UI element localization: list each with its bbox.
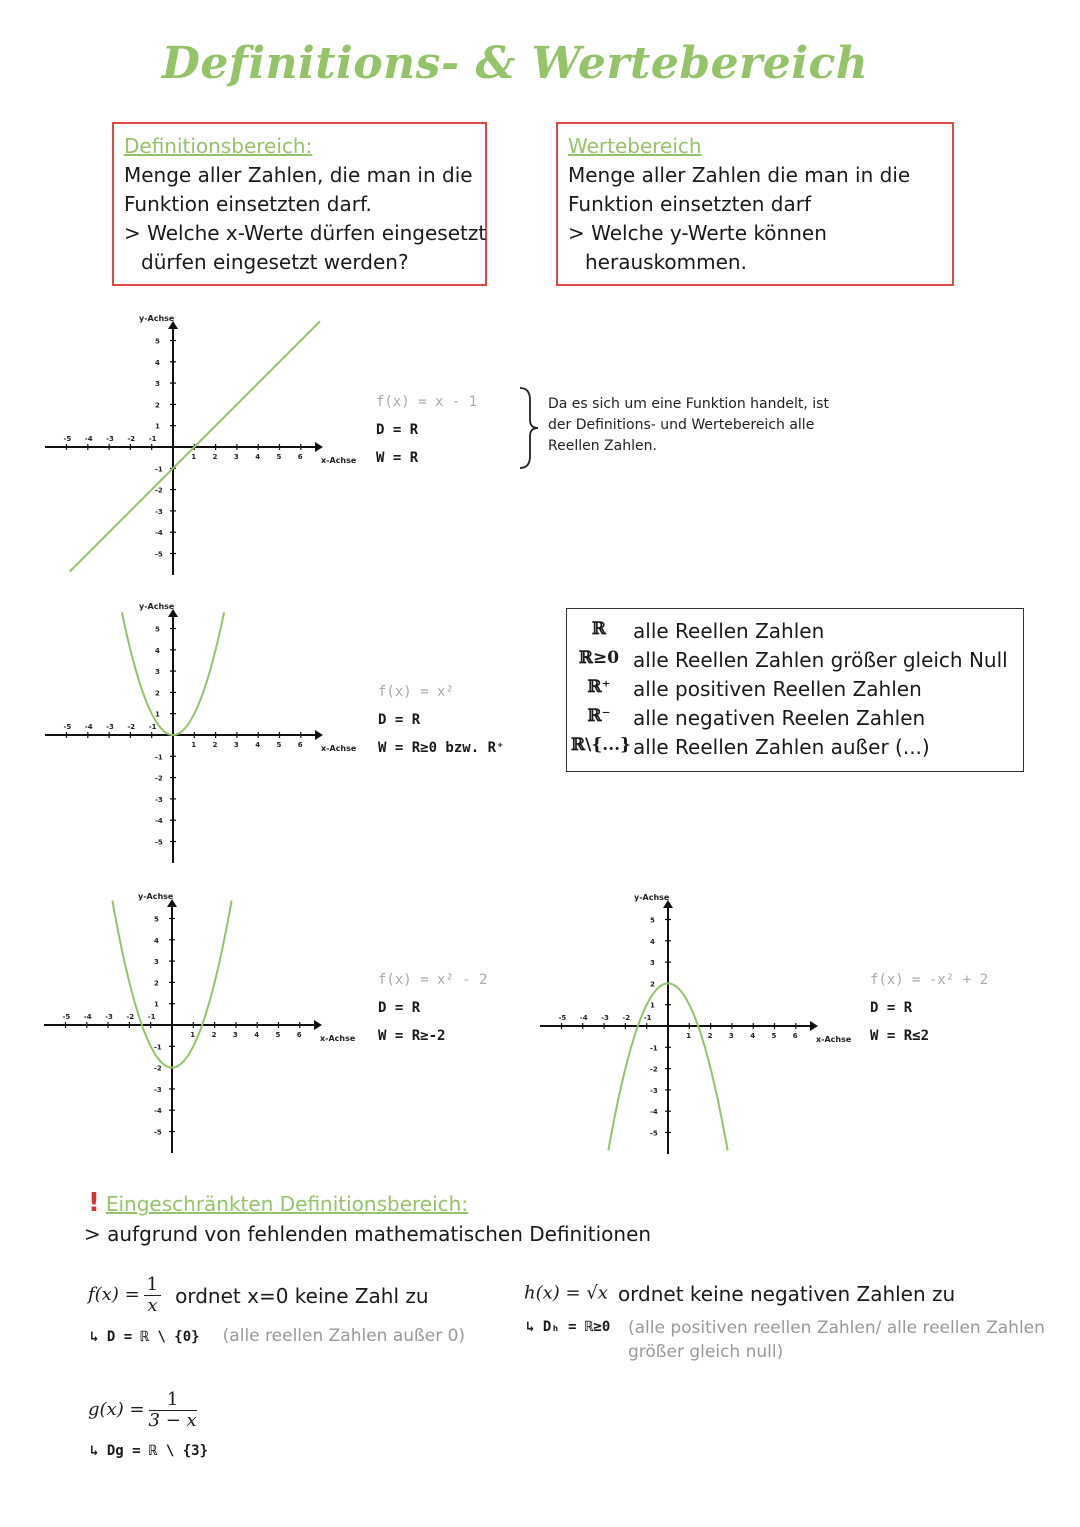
x-tick-label: 5 [276,741,282,749]
y-tick-label: 2 [155,401,160,410]
example-h-note [628,1316,1045,1364]
g-numerator: 1 [149,1390,197,1411]
x-tick-label: -2 [127,435,136,443]
werte-line-1: Menge aller Zahlen die man in die [568,163,911,187]
graph-3-range: W = R≥-2 [378,1028,446,1044]
x-tick-label: 3 [233,453,239,461]
x-tick-label: 6 [297,453,303,461]
def-line-3: > Welche x-Werte dürfen eingesetzt [124,221,487,245]
f-fraction [144,1275,161,1316]
x-tick-label: -1 [148,723,157,731]
f-description: ordnet x=0 keine Zahl zu [175,1283,429,1308]
y-tick-label: 5 [154,915,159,924]
graph-3-function: f(x) = x² - 2 [378,972,488,988]
restricted-domain-heading [88,1188,468,1218]
legend-text: alle negativen Reelen Zahlen [633,706,926,730]
graph-3-domain: D = R [378,1000,421,1016]
definitionsbereich-box [112,122,487,286]
y-tick-label: -2 [650,1065,658,1074]
x-tick-label: 2 [212,741,218,749]
graph-2-parabola [40,598,360,868]
y-tick-label: -5 [155,550,163,559]
x-tick-label: -1 [147,1013,156,1021]
y-axis-label: y-Achse [138,892,174,901]
x-tick-label: -5 [558,1014,567,1022]
y-tick-label: 3 [154,958,159,967]
restricted-domain-subline: > aufgrund von fehlenden mathematischen Definitionen [84,1222,652,1246]
y-tick-label: -5 [154,1128,162,1137]
f-denominator: x [147,1295,158,1316]
y-tick-label: -4 [155,817,163,826]
x-tick-label: -2 [127,723,136,731]
x-tick-label: 3 [232,1031,238,1039]
x-tick-label: 2 [211,1031,217,1039]
x-axis-arrow-icon [810,1021,818,1031]
legend-symbol: ℝ⁻ [587,706,611,726]
y-tick-label: -4 [650,1108,658,1117]
x-tick-label: 3 [233,741,239,749]
y-tick-label: 5 [155,337,160,346]
definitionsbereich-heading: Definitionsbereich: [124,134,313,158]
g-fraction [149,1390,197,1431]
graph-2-range: W = R≥0 bzw. R⁺ [378,740,505,756]
graph-1-notes [376,388,477,472]
y-tick-label: -1 [154,1043,162,1052]
legend-text: alle positiven Reellen Zahlen [633,677,922,701]
x-tick-label: 6 [296,1031,302,1039]
x-tick-label: -5 [63,435,72,443]
graph-3-parabola-shift-down [40,886,360,1156]
graph-1-function: f(x) = x - 1 [376,394,478,410]
def-line-1: Menge aller Zahlen, die man in die [124,163,473,187]
legend-text: alle Reellen Zahlen außer (...) [633,735,930,759]
graph-4-notes [870,966,988,1050]
x-tick-label: 1 [686,1032,692,1040]
graph-3-notes [378,966,488,1050]
x-tick-label: 4 [254,1031,260,1039]
y-tick-label: -4 [154,1107,162,1116]
def-line-4: dürfen eingesetzt werden? [141,250,409,274]
f-result: ↳ D = ℝ \ {0} [90,1329,200,1345]
graph-1-linear [40,310,360,580]
x-tick-label: 4 [750,1032,756,1040]
x-axis-arrow-icon [314,1020,322,1030]
x-tick-label: -2 [622,1014,631,1022]
y-tick-label: -1 [155,753,163,762]
werte-line-3: > Welche y-Werte können [568,221,827,245]
graph-4-domain: D = R [870,1000,913,1016]
x-tick-label: -3 [106,435,114,443]
graph-1-domain: D = R [376,422,419,438]
graph-2-notes [378,678,504,762]
y-tick-label: -3 [155,507,163,516]
y-tick-label: 3 [155,668,160,677]
y-tick-label: -1 [650,1044,658,1053]
x-tick-label: 4 [255,741,261,749]
x-tick-label: -5 [62,1013,71,1021]
graph-2-function: f(x) = x² [378,684,454,700]
y-tick-label: 4 [155,358,160,367]
f-lhs: f(x) = [88,1284,140,1305]
example-g [88,1390,201,1431]
x-tick-label: -1 [643,1014,652,1022]
x-tick-label: -4 [579,1014,588,1022]
example-h-result [526,1316,610,1335]
x-tick-label: 1 [191,741,197,749]
legend-symbol: ℝ\{...} [571,735,631,755]
def-line-2: Funktion einsetzten darf. [124,192,372,216]
y-tick-label: 1 [155,422,160,431]
werte-line-4: herauskommen. [585,250,747,274]
x-axis-label: x-Achse [816,1035,852,1044]
x-tick-label: 5 [771,1032,777,1040]
x-tick-label: -2 [126,1013,135,1021]
y-tick-label: -2 [154,1064,162,1073]
x-tick-label: -4 [84,435,93,443]
y-tick-label: 5 [650,916,655,925]
example-h [524,1282,955,1306]
y-tick-label: 2 [155,689,160,698]
x-tick-label: 5 [275,1031,281,1039]
y-tick-label: -2 [155,486,163,495]
exclamation-icon: ! [88,1188,100,1218]
y-tick-label: -2 [155,774,163,783]
h-note-line-1: (alle positiven reellen Zahlen/ alle reellen Zahlen [628,1318,1045,1338]
y-tick-label: 1 [154,1000,159,1009]
wertebereich-box [556,122,954,286]
x-tick-label: -1 [148,435,157,443]
legend-symbol: ℝ⁺ [587,677,611,697]
note-line-2: der Definitions- und Wertebereich alle [548,417,815,433]
y-axis-label: y-Achse [634,893,670,902]
y-tick-label: 4 [154,936,159,945]
h-lhs: h(x) = √x [524,1282,608,1304]
note-line-3: Reellen Zahlen. [548,438,657,454]
real-numbers-note [548,394,829,457]
y-tick-label: -3 [155,795,163,804]
y-tick-label: 2 [154,979,159,988]
graph-1-range: W = R [376,450,419,466]
x-tick-label: -4 [84,723,93,731]
example-g-result [90,1440,208,1459]
g-lhs: g(x) = [88,1399,145,1420]
f-result-note: (alle reellen Zahlen außer 0) [222,1326,466,1346]
werte-line-2: Funktion einsetzten darf [568,192,812,216]
y-tick-label: 3 [650,959,655,968]
legend-symbol: ℝ≥0 [578,648,620,668]
x-axis-arrow-icon [315,730,323,740]
x-axis-label: x-Achse [321,456,357,465]
x-tick-label: -3 [105,1013,113,1021]
y-tick-label: -4 [155,529,163,538]
y-axis-label: y-Achse [139,314,175,323]
wertebereich-heading: Wertebereich [568,134,702,158]
x-tick-label: 1 [190,1031,196,1039]
x-tick-label: 2 [212,453,218,461]
page-title: Definitions- & Wertebereich [161,38,869,89]
x-axis-arrow-icon [315,442,323,452]
y-tick-label: -5 [155,838,163,847]
x-tick-label: 6 [792,1032,798,1040]
graph-4-parabola-inverted [536,886,856,1156]
x-axis-label: x-Achse [320,1034,356,1043]
x-tick-label: 1 [191,453,197,461]
g-denominator: 3 − x [148,1410,197,1431]
graph-2-domain: D = R [378,712,421,728]
example-f-result [90,1326,465,1346]
f-numerator: 1 [144,1275,161,1296]
y-tick-label: -3 [154,1085,162,1094]
note-line-1: Da es sich um eine Funktion handelt, ist [548,396,829,412]
y-tick-label: 1 [650,1001,655,1010]
g-result: ↳ Dg = ℝ \ {3} [90,1443,209,1459]
graph-4-function: f(x) = -x² + 2 [870,972,989,988]
y-tick-label: 3 [155,380,160,389]
y-tick-label: -5 [650,1129,658,1138]
y-tick-label: 4 [650,937,655,946]
y-tick-label: -1 [155,465,163,474]
h-result: ↳ Dₕ = ℝ≥0 [526,1319,611,1335]
x-tick-label: 6 [297,741,303,749]
x-axis-label: x-Achse [321,744,357,753]
restricted-domain-title: Eingeschränkten Definitionsbereich: [105,1192,469,1216]
y-tick-label: -3 [650,1086,658,1095]
x-tick-label: 3 [728,1032,734,1040]
y-tick-label: 2 [650,980,655,989]
y-axis-label: y-Achse [139,602,175,611]
x-tick-label: -5 [63,723,72,731]
y-tick-label: 5 [155,625,160,634]
graph-4-range: W = R≤2 [870,1028,930,1044]
example-f [88,1275,429,1316]
x-tick-label: 2 [707,1032,713,1040]
x-tick-label: -4 [83,1013,92,1021]
x-tick-label: 5 [276,453,282,461]
x-tick-label: 4 [255,453,261,461]
legend-text: alle Reellen Zahlen [633,619,825,643]
y-tick-label: 4 [155,646,160,655]
curly-brace-icon [516,386,540,470]
x-tick-label: -3 [601,1014,609,1022]
h-description: ordnet keine negativen Zahlen zu [617,1282,956,1306]
legend-symbol: ℝ [591,619,607,639]
legend-text: alle Reellen Zahlen größer gleich Null [633,648,1008,672]
y-tick-label: 1 [155,710,160,719]
h-note-line-2: größer gleich null) [628,1342,784,1362]
x-tick-label: -3 [106,723,114,731]
number-set-legend [566,608,1024,772]
